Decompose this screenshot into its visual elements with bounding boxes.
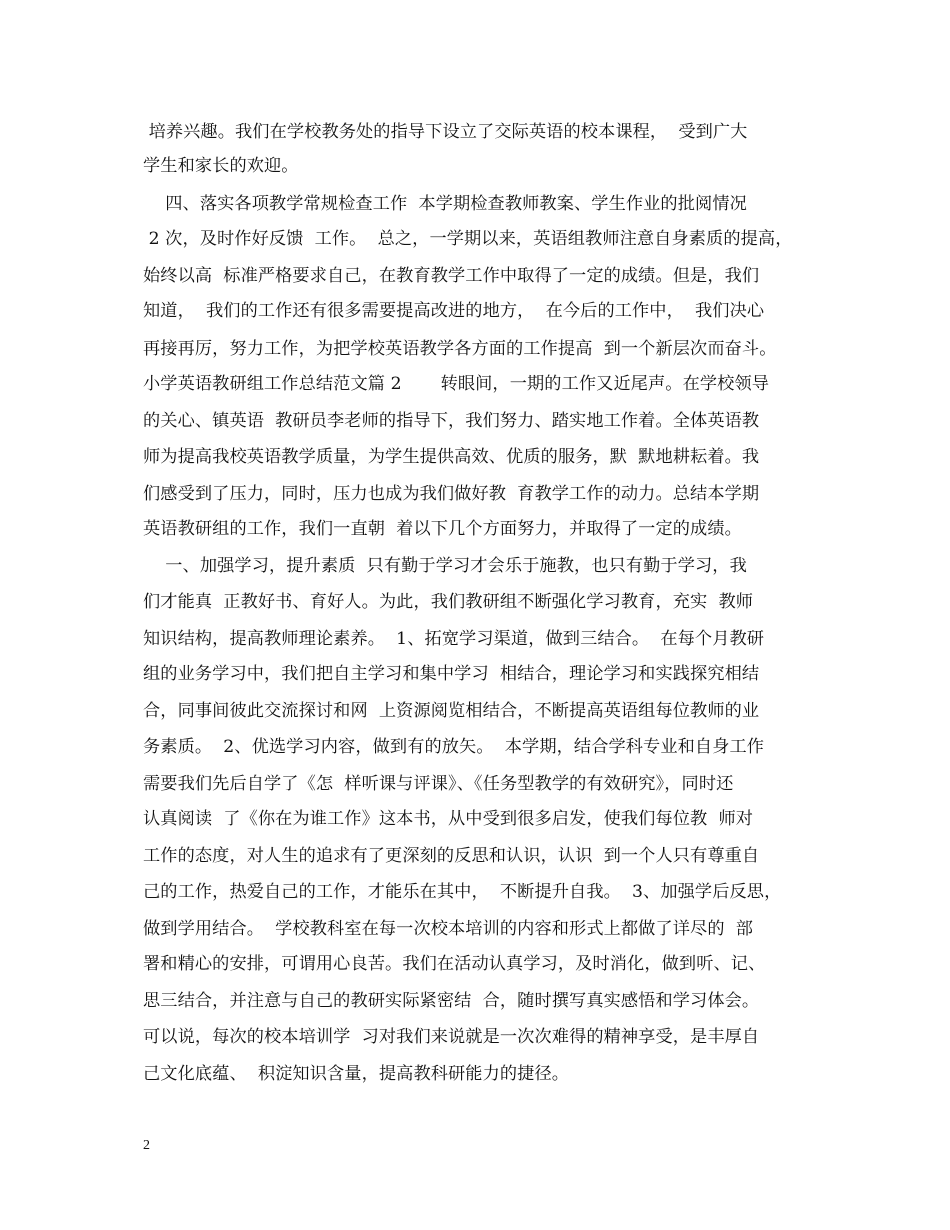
text-line: 英语教研组的工作，我们一直朝 着以下几个方面努力，并取得了一定的成绩。 — [143, 519, 742, 539]
text-line: 始终以高 标准严格要求自己，在教育教学工作中取得了一定的成绩。但是，我们 — [143, 266, 760, 286]
text-line: 们才能真 正教好书、育好人。为此，我们教研组不断强化学习教育，充实 教师 — [143, 592, 754, 612]
text-line: 再接再厉，努力工作，为把学校英语教学各方面的工作提高 到一个新层次而奋斗。 — [143, 339, 777, 359]
text-line: 务素质。 2、优选学习内容，做到有的放矢。 本学期，结合学科专业和自身工作 — [143, 737, 765, 757]
text-line: 一、加强学习，提升素质 只有勤于学习才会乐于施教，也只有勤于学习，我 — [143, 556, 747, 576]
text-line: 合，同事间彼此交流探讨和网 上资源阅览相结合，不断提高英语组每位教师的业 — [143, 701, 760, 721]
text-line: 的关心、镇英语 教研员李老师的指导下，我们努力、踏实地工作着。全体英语教 — [143, 411, 760, 431]
text-line: 需要我们先后自学了《怎 样听课与评课》、《任务型教学的有效研究》，同时还 — [143, 774, 734, 794]
text-line: 署和精心的安排，可谓用心良苦。我们在活动认真学习，及时消化，做到听、记、 — [143, 954, 766, 974]
text-line: 们感受到了压力，同时，压力也成为我们做好教 育教学工作的动力。总结本学期 — [143, 484, 760, 504]
text-line: 知道， 我们的工作还有很多需要提高改进的地方， 在今后的工作中， 我们决心 — [143, 301, 765, 321]
text-line: 小学英语教研组工作总结范文篇 2 转眼间，一期的工作又近尾声。在学校领导 — [143, 374, 770, 394]
text-line: 认真阅读 了《你在为谁工作》这本书，从中受到很多启发，使我们每位教 师对 — [143, 809, 754, 829]
text-line: 知识结构，提高教师理论素养。 1、拓宽学习渠道，做到三结合。 在每个月教研 — [143, 629, 765, 649]
text-line: 四、落实各项教学常规检查工作 本学期检查教师教案、学生作业的批阅情况 — [143, 194, 747, 214]
text-line: 学生和家长的欢迎。 — [143, 156, 299, 176]
text-line: 思三结合，并注意与自己的教研实际紧密结 合，随时撰写真实感悟和学习体会。 — [143, 991, 760, 1011]
text-line: 做到学用结合。 学校教科室在每一次校本培训的内容和形式上都做了详尽的 部 — [143, 919, 754, 939]
text-line: 组的业务学习中，我们把自主学习和集中学习 相结合，理论学习和实践探究相结 — [143, 664, 760, 684]
text-line: 己文化底蕴、 积淀知识含量，提高教科研能力的捷径。 — [143, 1064, 570, 1084]
text-line: 2 次，及时作好反馈 工作。 总之，一学期以来，英语组教师注意自身素质的提高， — [143, 229, 793, 249]
text-line: 己的工作，热爱自己的工作，才能乐在其中， 不断提升自我。 3、加强学后反思， — [143, 882, 782, 902]
text-line: 培养兴趣。我们在学校教务处的指导下设立了交际英语的校本课程， 受到广大 — [143, 122, 748, 142]
text-line: 工作的态度，对人生的追求有了更深刻的反思和认识，认识 到一个人只有尊重自 — [143, 846, 760, 866]
text-line: 师为提高我校英语教学质量，为学生提供高效、优质的服务，默 默地耕耘着。我 — [143, 447, 760, 467]
page-number: 2 — [143, 1138, 150, 1153]
text-line: 可以说，每次的校本培训学 习对我们来说就是一次次难得的精神享受，是丰厚自 — [143, 1027, 760, 1047]
